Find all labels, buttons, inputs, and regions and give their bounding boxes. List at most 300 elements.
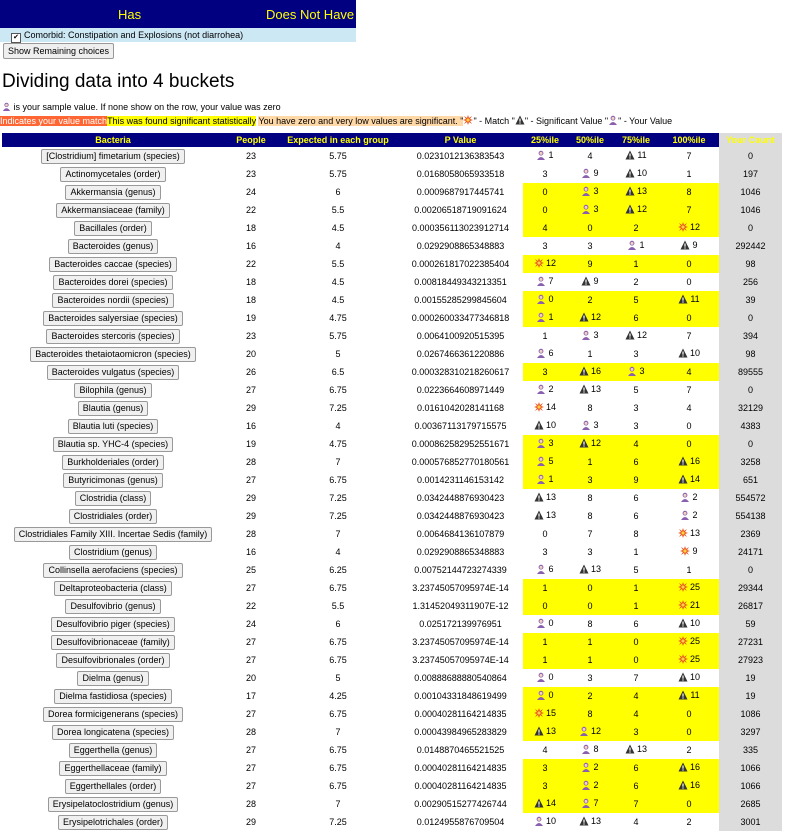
bacteria-button[interactable]: Erysipelotrichales (order) xyxy=(58,815,168,830)
people-cell: 27 xyxy=(245,745,256,755)
bacteria-button[interactable]: Dorea formicigenerans (species) xyxy=(43,707,183,722)
bucket-cell xyxy=(659,237,719,255)
your-count-cell: 3297 xyxy=(719,723,782,741)
people-cell: 22 xyxy=(245,205,256,215)
bucket-value: 0 xyxy=(686,259,692,269)
bacteria-button[interactable]: Bacteroides nordii (species) xyxy=(52,293,173,308)
significant-icon xyxy=(678,618,688,628)
bacteria-button[interactable]: Burkholderiales (order) xyxy=(62,455,164,470)
bucket-value: 2 xyxy=(593,780,599,790)
bucket-cell xyxy=(613,219,659,237)
col-header-your-count[interactable]: Your Count xyxy=(719,133,782,147)
bucket-cell xyxy=(567,201,613,219)
expected-cell: 6.5 xyxy=(331,367,345,377)
p-value-cell: 0.000261817022385404 xyxy=(411,259,510,269)
bucket-cell xyxy=(613,201,659,219)
bacteria-cell xyxy=(2,741,224,759)
match-icon xyxy=(534,708,544,718)
bacteria-button[interactable]: Blautia (genus) xyxy=(78,401,149,416)
bucket-value: 1 xyxy=(542,331,548,341)
bacteria-button[interactable]: Clostridia (class) xyxy=(75,491,152,506)
bucket-value: 5 xyxy=(548,456,554,466)
people-cell: 28 xyxy=(245,727,256,737)
bucket-cell xyxy=(659,543,719,561)
bucket-value: 1 xyxy=(686,169,692,179)
bucket-value: 3 xyxy=(639,366,645,376)
bacteria-cell xyxy=(2,597,224,615)
bucket-cell xyxy=(567,543,613,561)
p-value-cell: 3.23745057095974E-14 xyxy=(412,637,509,647)
expected-cell: 5.5 xyxy=(331,259,345,269)
legend-significant-label: " - Significant Value " xyxy=(524,116,609,126)
match-icon xyxy=(678,636,688,646)
your-count-cell: 27923 xyxy=(719,651,782,669)
people-cell: 27 xyxy=(245,637,256,647)
bucket-cell xyxy=(659,813,719,831)
table-row xyxy=(2,165,782,183)
bucket-cell xyxy=(613,579,659,597)
your-count-cell: 98 xyxy=(719,345,782,363)
bucket-value: 0 xyxy=(542,601,548,611)
bacteria-cell xyxy=(2,723,224,741)
bucket-cell xyxy=(659,759,719,777)
bucket-value: 3 xyxy=(542,241,548,251)
bucket-value: 3 xyxy=(542,547,548,557)
bacteria-cell xyxy=(2,219,224,237)
people-cell: 19 xyxy=(245,313,256,323)
bacteria-cell xyxy=(2,435,224,453)
bacteria-button[interactable]: Erysipelatoclostridium (genus) xyxy=(48,797,179,812)
bucket-cell xyxy=(567,453,613,471)
bucket-value: 0 xyxy=(633,637,639,647)
bucket-value: 6 xyxy=(548,348,554,358)
sample-note-text: is your sample value. If none show on the row, your value was zero xyxy=(13,102,281,112)
user-avatar-icon xyxy=(581,744,591,754)
bacteria-cell xyxy=(2,309,224,327)
p-value-cell: 0.0267466361220886 xyxy=(416,349,505,359)
bacteria-button[interactable]: Dielma (genus) xyxy=(77,671,148,686)
people-cell: 27 xyxy=(245,709,256,719)
bacteria-button[interactable]: Blautia luti (species) xyxy=(68,419,159,434)
bucket-value: 2 xyxy=(633,223,639,233)
expected-cell: 5 xyxy=(335,673,341,683)
bucket-cell xyxy=(613,813,659,831)
bucket-cell xyxy=(567,237,613,255)
bucket-value: 0 xyxy=(548,294,554,304)
bucket-cell xyxy=(523,291,567,309)
bacteria-button[interactable]: Bacteroides stercoris (species) xyxy=(46,329,179,344)
bucket-value: 1 xyxy=(548,150,554,160)
bucket-value: 16 xyxy=(689,456,700,466)
table-row xyxy=(2,687,782,705)
bucket-cell xyxy=(659,687,719,705)
bucket-value: 13 xyxy=(636,186,647,196)
bucket-value: 8 xyxy=(686,187,692,197)
bucket-cell xyxy=(523,363,567,381)
bucket-value: 0 xyxy=(686,727,692,737)
bucket-cell xyxy=(613,309,659,327)
table-row xyxy=(2,759,782,777)
bucket-cell xyxy=(659,417,719,435)
legend-significant: This was found significant statistically xyxy=(107,116,257,126)
bucket-value: 8 xyxy=(587,511,593,521)
bucket-cell xyxy=(613,147,659,165)
your-count-cell: 27231 xyxy=(719,633,782,651)
people-cell: 16 xyxy=(245,241,256,251)
bucket-value: 12 xyxy=(590,726,601,736)
comorbid-checkbox[interactable]: ✔ xyxy=(11,33,21,43)
p-value-cell: 0.0342448876930423 xyxy=(416,511,505,521)
bucket-cell xyxy=(567,291,613,309)
bucket-cell xyxy=(523,345,567,363)
table-row xyxy=(2,363,782,381)
bucket-value: 14 xyxy=(545,402,556,412)
match-icon xyxy=(678,582,688,592)
bacteria-button[interactable]: Clostridiales Family XIII. Incertae Sedis (family) xyxy=(14,527,213,542)
expected-cell: 4.75 xyxy=(329,313,347,323)
bacteria-cell xyxy=(2,759,224,777)
expected-cell: 6 xyxy=(335,187,341,197)
bacteria-button[interactable]: Clostridium (genus) xyxy=(69,545,157,560)
bucket-value: 21 xyxy=(689,600,700,610)
bucket-cell xyxy=(567,723,613,741)
bucket-value: 4 xyxy=(633,817,639,827)
sample-note xyxy=(2,102,281,112)
bucket-cell xyxy=(613,723,659,741)
table-row xyxy=(2,669,782,687)
user-avatar-icon xyxy=(536,564,546,574)
significant-icon xyxy=(678,348,688,358)
bucket-cell xyxy=(659,507,719,525)
bacteria-button[interactable]: Desulfovibrionales (order) xyxy=(56,653,169,668)
bacteria-button[interactable]: Bacteroides thetaiotaomicron (species) xyxy=(30,347,196,362)
bucket-value: 25 xyxy=(689,654,700,664)
bacteria-button[interactable]: Desulfovibrio piger (species) xyxy=(51,617,175,632)
your-count-cell: 29344 xyxy=(719,579,782,597)
user-avatar-icon xyxy=(536,348,546,358)
bucket-value: 13 xyxy=(590,816,601,826)
bucket-value: 7 xyxy=(686,385,692,395)
significant-icon xyxy=(534,492,544,502)
expected-cell: 7 xyxy=(335,799,341,809)
match-icon xyxy=(678,654,688,664)
your-count-cell: 59 xyxy=(719,615,782,633)
table-row xyxy=(2,633,782,651)
bacteria-button[interactable]: Dorea longicatena (species) xyxy=(52,725,174,740)
col-header-50ile[interactable]: 50%ile xyxy=(567,133,613,147)
table-row xyxy=(2,381,782,399)
p-value-cell: 0.0009687917445741 xyxy=(416,187,505,197)
user-avatar-icon xyxy=(581,204,591,214)
bacteria-button[interactable]: Bacteroides dorei (species) xyxy=(53,275,172,290)
bacteria-cell xyxy=(2,183,224,201)
user-avatar-icon xyxy=(579,726,589,736)
user-avatar-icon xyxy=(581,330,591,340)
col-header-75ile[interactable]: 75%ile xyxy=(613,133,659,147)
bucket-cell xyxy=(523,741,567,759)
people-cell: 18 xyxy=(245,295,256,305)
bucket-cell xyxy=(567,255,613,273)
your-count-cell: 3001 xyxy=(719,813,782,831)
expected-cell: 5.75 xyxy=(329,331,347,341)
bacteria-button[interactable]: Actinomycetales (order) xyxy=(60,167,165,182)
bucket-cell xyxy=(523,237,567,255)
bacteria-button[interactable]: Bacteroides (genus) xyxy=(68,239,159,254)
p-value-cell: 0.0161042028141168 xyxy=(417,403,504,413)
people-cell: 20 xyxy=(245,349,256,359)
people-cell: 17 xyxy=(245,691,256,701)
bucket-cell xyxy=(659,147,719,165)
col-header-bacteria[interactable]: Bacteria xyxy=(2,133,224,147)
expected-cell: 7 xyxy=(335,529,341,539)
bucket-cell xyxy=(523,525,567,543)
bucket-cell xyxy=(613,795,659,813)
user-avatar-icon xyxy=(536,294,546,304)
bacteria-cell xyxy=(2,345,224,363)
table-row xyxy=(2,705,782,723)
bucket-cell xyxy=(567,273,613,291)
bucket-cell xyxy=(567,489,613,507)
bucket-cell xyxy=(613,705,659,723)
bucket-cell xyxy=(567,327,613,345)
p-value-cell: 0.00155285299845604 xyxy=(414,295,507,305)
bacteria-cell xyxy=(2,399,224,417)
legend-match: Indicates your value match xyxy=(0,116,108,126)
expected-cell: 6.75 xyxy=(329,655,347,665)
bucket-value: 12 xyxy=(636,204,647,214)
bucket-cell xyxy=(613,543,659,561)
table-row xyxy=(2,273,782,291)
people-cell: 16 xyxy=(245,547,256,557)
bucket-cell xyxy=(659,615,719,633)
p-value-cell: 0.000356113023912714 xyxy=(412,223,509,233)
expected-cell: 6.75 xyxy=(329,583,347,593)
p-value-cell: 0.0064684136107879 xyxy=(416,529,505,539)
significant-icon xyxy=(678,294,688,304)
bucket-cell xyxy=(659,183,719,201)
bacteria-button[interactable]: Clostridiales (order) xyxy=(69,509,158,524)
bacteria-cell xyxy=(2,615,224,633)
bucket-value: 3 xyxy=(587,547,593,557)
bacteria-cell xyxy=(2,795,224,813)
bucket-value: 0 xyxy=(686,439,692,449)
bucket-cell xyxy=(613,615,659,633)
bucket-value: 10 xyxy=(636,168,647,178)
bacteria-cell xyxy=(2,525,224,543)
bucket-cell xyxy=(613,435,659,453)
bucket-value: 10 xyxy=(689,348,700,358)
bacteria-button[interactable]: Bacillales (order) xyxy=(74,221,152,236)
significant-icon xyxy=(625,330,635,340)
p-value-cell: 0.0292908865348883 xyxy=(416,241,505,251)
expected-cell: 6 xyxy=(335,619,341,629)
bacteria-button[interactable]: Dielma fastidiosa (species) xyxy=(54,689,172,704)
bucket-cell xyxy=(659,273,719,291)
bucket-cell xyxy=(523,435,567,453)
bucket-value: 3 xyxy=(593,186,599,196)
table-row xyxy=(2,525,782,543)
expected-cell: 4 xyxy=(335,547,341,557)
table-row xyxy=(2,309,782,327)
bucket-cell xyxy=(613,363,659,381)
bacteria-button[interactable]: Bacteroides salyersiae (species) xyxy=(43,311,183,326)
bucket-value: 2 xyxy=(548,384,554,394)
significant-icon xyxy=(625,744,635,754)
bucket-cell xyxy=(523,615,567,633)
bucket-cell xyxy=(659,471,719,489)
bacteria-cell xyxy=(2,255,224,273)
bacteria-cell xyxy=(2,507,224,525)
expected-cell: 7.25 xyxy=(329,511,347,521)
bucket-cell xyxy=(523,219,567,237)
bucket-cell xyxy=(659,777,719,795)
show-remaining-choices-button[interactable]: Show Remaining choices xyxy=(3,43,114,59)
expected-cell: 7 xyxy=(335,457,341,467)
p-value-cell: 0.0124955876709504 xyxy=(416,817,505,827)
table-row xyxy=(2,291,782,309)
people-cell: 27 xyxy=(245,583,256,593)
your-count-cell: 0 xyxy=(719,381,782,399)
p-value-cell: 0.0292908865348883 xyxy=(416,547,505,557)
p-value-cell: 0.00040281164214835 xyxy=(414,781,507,791)
bucket-cell xyxy=(659,525,719,543)
bucket-cell xyxy=(659,219,719,237)
col-header-25ile[interactable]: 25%ile xyxy=(523,133,567,147)
bucket-value: 1 xyxy=(587,457,593,467)
bucket-cell xyxy=(613,525,659,543)
people-cell: 27 xyxy=(245,763,256,773)
bucket-value: 12 xyxy=(545,258,556,268)
bucket-value: 0 xyxy=(686,709,692,719)
bucket-value: 9 xyxy=(633,475,639,485)
p-value-cell: 3.23745057095974E-14 xyxy=(412,655,509,665)
people-cell: 24 xyxy=(245,187,256,197)
bacteria-button[interactable]: Eggerthellaceae (family) xyxy=(59,761,166,776)
bacteria-cell xyxy=(2,651,224,669)
your-count-cell: 24171 xyxy=(719,543,782,561)
bucket-value: 3 xyxy=(548,438,554,448)
bacteria-button[interactable]: Bacteroides caccae (species) xyxy=(49,257,177,272)
bucket-cell xyxy=(567,363,613,381)
your-count-cell: 256 xyxy=(719,273,782,291)
p-value-cell: 0.0223664608971449 xyxy=(416,385,505,395)
significant-icon xyxy=(579,564,589,574)
bucket-cell xyxy=(523,723,567,741)
bucket-cell xyxy=(567,381,613,399)
bucket-cell xyxy=(523,687,567,705)
table-row xyxy=(2,183,782,201)
bucket-value: 1 xyxy=(587,349,593,359)
page-title: Dividing data into 4 buckets xyxy=(2,71,235,92)
bacteria-button[interactable]: Akkermansiaceae (family) xyxy=(56,203,170,218)
bacteria-button[interactable]: [Clostridium] fimetarium (species) xyxy=(41,149,185,164)
bacteria-button[interactable]: Desulfovibrionaceae (family) xyxy=(51,635,175,650)
table-row xyxy=(2,723,782,741)
bucket-value: 3 xyxy=(542,763,548,773)
bucket-value: 9 xyxy=(692,240,698,250)
user-avatar-icon xyxy=(581,798,591,808)
bacteria-button[interactable]: Eggerthellales (order) xyxy=(65,779,162,794)
col-header-p-value[interactable]: P Value xyxy=(398,133,523,147)
bacteria-button[interactable]: Desulfovibrio (genus) xyxy=(65,599,160,614)
bucket-cell xyxy=(613,561,659,579)
bucket-value: 11 xyxy=(690,690,700,700)
bucket-cell xyxy=(523,201,567,219)
table-row xyxy=(2,813,782,831)
people-cell: 28 xyxy=(245,457,256,467)
bucket-cell xyxy=(567,687,613,705)
significant-icon xyxy=(581,276,591,286)
p-value-cell: 0.0231012136383543 xyxy=(416,151,505,161)
bucket-cell xyxy=(613,597,659,615)
col-header-people[interactable]: People xyxy=(224,133,278,147)
bucket-cell xyxy=(613,327,659,345)
bacteria-button[interactable]: Akkermansia (genus) xyxy=(65,185,160,200)
bucket-cell xyxy=(613,165,659,183)
bacteria-button[interactable]: Blautia sp. YHC-4 (species) xyxy=(53,437,173,452)
bucket-cell xyxy=(523,381,567,399)
bucket-cell xyxy=(567,597,613,615)
user-avatar-icon xyxy=(581,762,591,772)
bacteria-cell xyxy=(2,453,224,471)
bacteria-cell xyxy=(2,813,224,831)
bucket-value: 6 xyxy=(633,511,639,521)
bacteria-button[interactable]: Bacteroides vulgatus (species) xyxy=(47,365,180,380)
bucket-value: 1 xyxy=(633,259,639,269)
bucket-value: 9 xyxy=(593,168,599,178)
bucket-value: 0 xyxy=(542,205,548,215)
bucket-value: 1 xyxy=(639,240,645,250)
bucket-value: 1 xyxy=(548,312,554,322)
p-value-cell: 0.0342448876930423 xyxy=(416,493,505,503)
your-count-cell: 32129 xyxy=(719,399,782,417)
table-row xyxy=(2,201,782,219)
bucket-cell xyxy=(613,453,659,471)
people-cell: 23 xyxy=(245,169,256,179)
bucket-value: 7 xyxy=(686,151,692,161)
bucket-cell xyxy=(523,813,567,831)
bucket-value: 2 xyxy=(686,745,692,755)
bucket-value: 7 xyxy=(686,205,692,215)
bacteria-button[interactable]: Eggerthella (genus) xyxy=(69,743,158,758)
bacteria-button[interactable]: Collinsella aerofaciens (species) xyxy=(43,563,182,578)
bucket-cell xyxy=(613,255,659,273)
expected-cell: 4.5 xyxy=(331,295,345,305)
people-cell: 22 xyxy=(245,601,256,611)
col-header-expected[interactable]: Expected in each group xyxy=(278,133,398,147)
bacteria-button[interactable]: Butyricimonas (genus) xyxy=(63,473,163,488)
expected-cell: 4.5 xyxy=(331,223,345,233)
bacteria-button[interactable]: Deltaproteobacteria (class) xyxy=(54,581,172,596)
bucket-cell xyxy=(567,669,613,687)
user-avatar-icon xyxy=(536,276,546,286)
significant-icon xyxy=(579,384,589,394)
bucket-value: 11 xyxy=(637,150,647,160)
bucket-cell xyxy=(659,327,719,345)
user-avatar-icon xyxy=(536,150,546,160)
bacteria-cell xyxy=(2,669,224,687)
bucket-cell xyxy=(613,651,659,669)
bucket-value: 1 xyxy=(633,547,639,557)
col-header-100ile[interactable]: 100%ile xyxy=(659,133,719,147)
bucket-value: 0 xyxy=(548,618,554,628)
table-row xyxy=(2,237,782,255)
p-value-cell: 0.0148870465521525 xyxy=(416,745,505,755)
user-avatar-icon xyxy=(536,474,546,484)
bacteria-button[interactable]: Bilophila (genus) xyxy=(74,383,151,398)
your-count-cell: 1066 xyxy=(719,777,782,795)
people-cell: 29 xyxy=(245,403,256,413)
